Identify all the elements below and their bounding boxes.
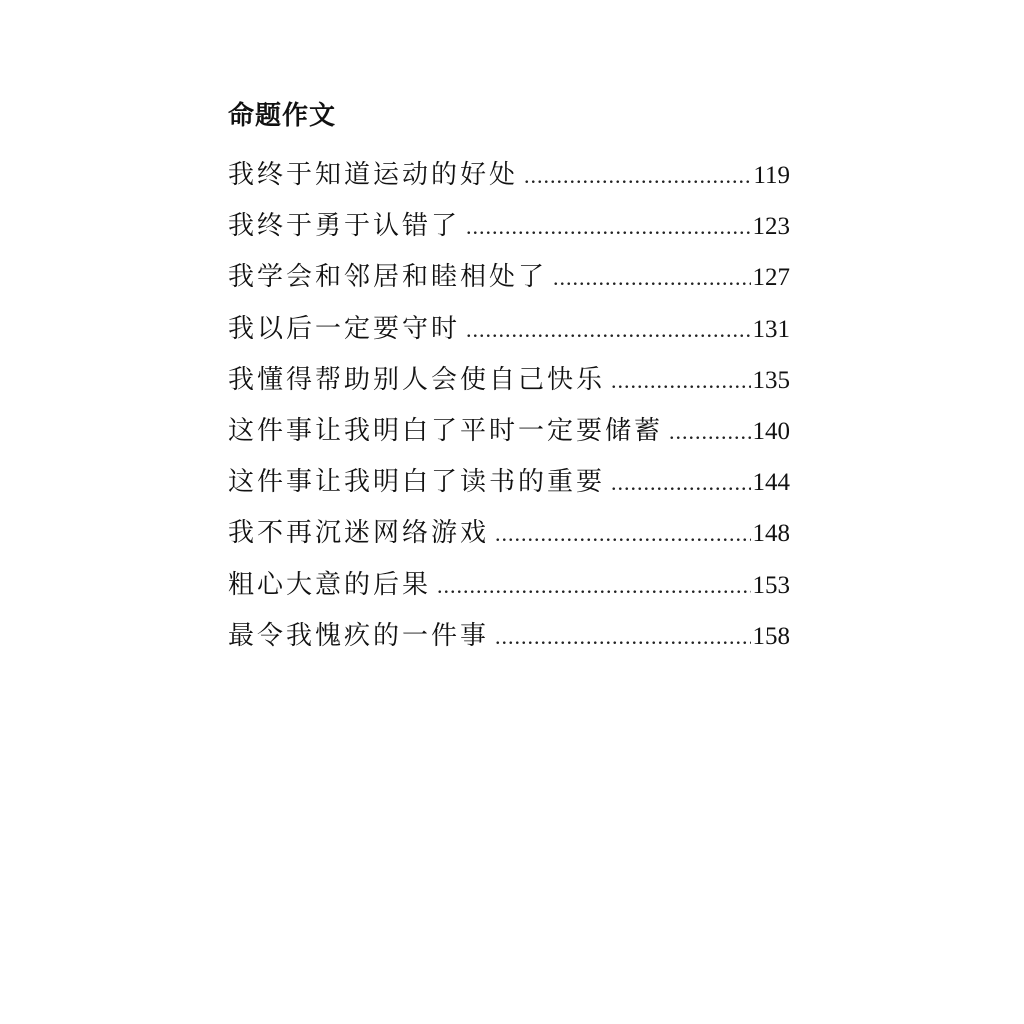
toc-entry-page-number: 140: [752, 417, 790, 445]
toc-entry: [228, 252, 790, 303]
toc-entry-page-number: 127: [752, 264, 790, 292]
toc-entry-title: 我学会和邻居和睦相处了: [228, 262, 548, 293]
toc-entry-title: 我终于知道运动的好处: [228, 160, 519, 190]
toc-entry-title: 我以后一定要守时: [228, 313, 461, 344]
toc-entry-page-number: 158: [752, 622, 790, 650]
toc-entry-page-number: 119: [753, 162, 790, 189]
dot-leader: [437, 560, 750, 611]
section-title: 命题作文: [228, 101, 337, 131]
toc-entry-page-number: 144: [752, 469, 790, 497]
toc-entry: [228, 560, 790, 611]
toc-entry: [228, 201, 790, 252]
toc-entry: [228, 304, 790, 355]
toc-entry-title: 我不再沉迷网络游戏: [228, 518, 490, 549]
toc-entry: [228, 508, 790, 559]
dot-leader: [669, 406, 750, 457]
toc-entry-page-number: 135: [752, 366, 790, 394]
toc-entry-page-number: 148: [752, 520, 790, 548]
toc-entry-title: 我懂得帮助别人会使自己快乐: [228, 364, 606, 395]
toc-entry-title: 我终于勇于认错了: [228, 211, 461, 242]
toc-entry: [228, 150, 790, 201]
toc-entry: [228, 457, 790, 508]
toc-entry: [228, 355, 790, 406]
table-of-contents: [228, 150, 790, 662]
dot-leader: [466, 304, 750, 355]
dot-leader: [553, 252, 750, 303]
toc-entry-page-number: 153: [752, 571, 790, 599]
dot-leader: [524, 150, 751, 201]
toc-entry: [228, 406, 790, 457]
dot-leader: [495, 508, 750, 559]
toc-entry-title: 粗心大意的后果: [228, 569, 432, 600]
dot-leader: [611, 457, 750, 508]
dot-leader: [495, 611, 750, 662]
toc-entry-page-number: 131: [752, 315, 790, 343]
toc-entry-title: 最令我愧疚的一件事: [228, 620, 490, 651]
toc-entry-title: 这件事让我明白了平时一定要储蓄: [228, 415, 664, 446]
toc-entry-page-number: 123: [752, 213, 790, 241]
toc-entry: [228, 611, 790, 662]
dot-leader: [466, 201, 750, 252]
toc-entry-title: 这件事让我明白了读书的重要: [228, 467, 606, 498]
dot-leader: [611, 355, 750, 406]
